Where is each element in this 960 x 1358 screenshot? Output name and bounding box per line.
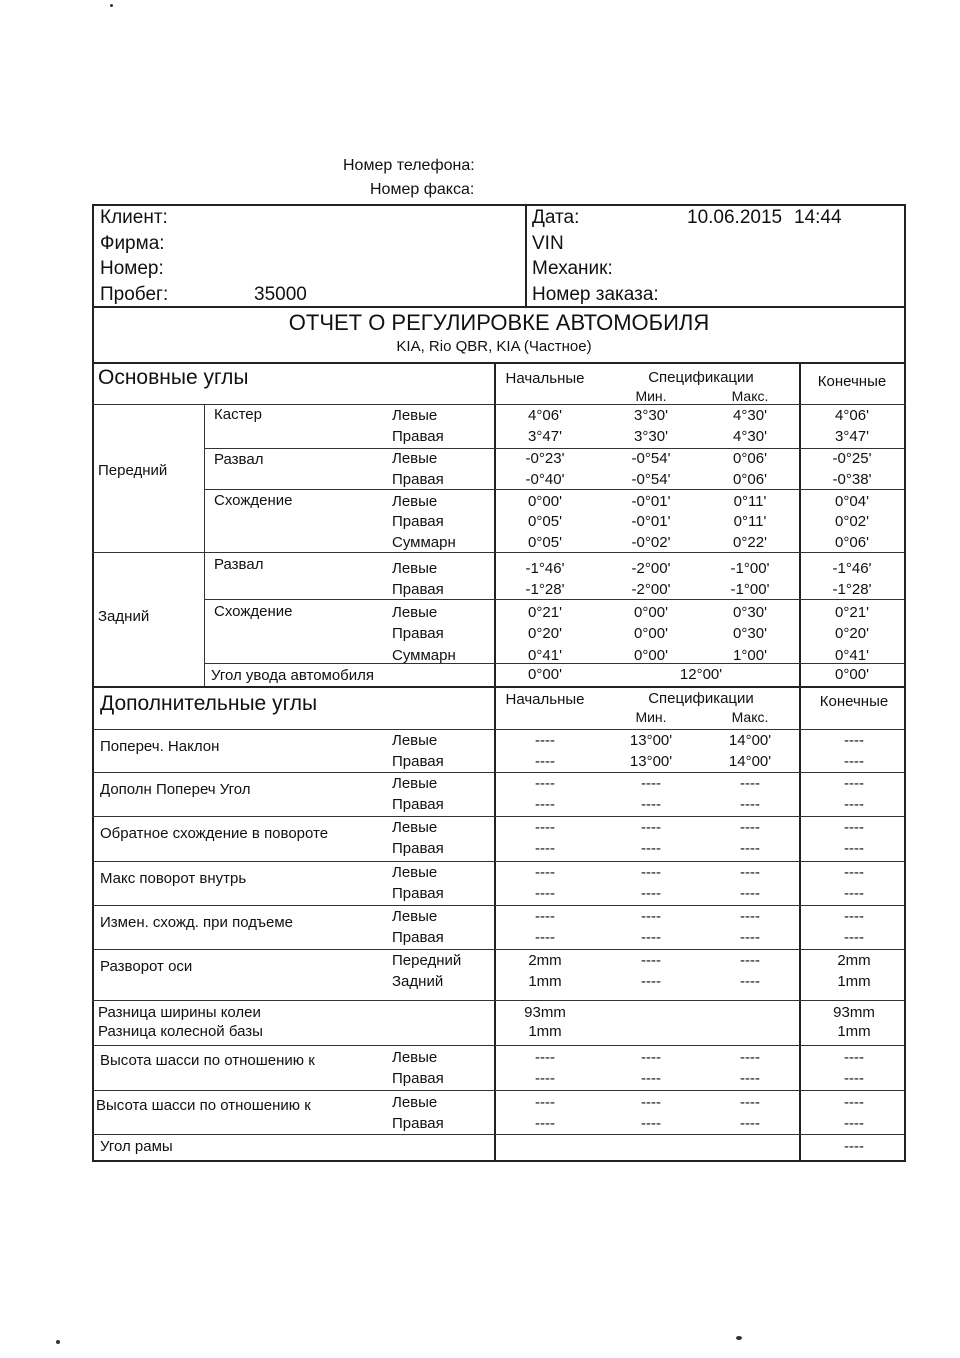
track-width-final: 93mm bbox=[833, 1004, 875, 1021]
final-value: ---- bbox=[844, 1115, 864, 1132]
spec-max-value: ---- bbox=[740, 840, 760, 857]
main-final-header: Конечные bbox=[817, 373, 887, 390]
side-label: Правая bbox=[392, 753, 444, 770]
extra-param-label: Обратное схождение в повороте bbox=[100, 825, 329, 842]
side-label: Левые bbox=[392, 908, 438, 925]
initial-value: 1mm bbox=[528, 973, 562, 990]
initial-value: 0°05' bbox=[528, 513, 562, 530]
final-value: ---- bbox=[844, 908, 864, 925]
initial-value: ---- bbox=[535, 732, 555, 749]
final-value: -1°28' bbox=[832, 581, 872, 598]
wheelbase-diff-label: Разница колесной базы bbox=[98, 1023, 263, 1040]
spec-min-value: -2°00' bbox=[631, 560, 671, 577]
main-initial-header: Начальные bbox=[505, 370, 585, 387]
side-label: Левые bbox=[392, 407, 438, 424]
spec-min-value: ---- bbox=[641, 1049, 661, 1066]
side-label: Правая bbox=[392, 796, 444, 813]
spec-max-value: ---- bbox=[740, 1049, 760, 1066]
thrust-initial: 0°00' bbox=[528, 666, 562, 683]
param-thrust-angle: Угол увода автомобиля bbox=[211, 667, 375, 684]
spec-max-value: ---- bbox=[740, 775, 760, 792]
number-label: Номер: bbox=[100, 258, 164, 279]
initial-value: ---- bbox=[535, 796, 555, 813]
final-value: 1mm bbox=[837, 973, 871, 990]
initial-value: ---- bbox=[535, 864, 555, 881]
scan-speck bbox=[56, 1340, 60, 1344]
track-width-initial: 93mm bbox=[524, 1004, 566, 1021]
final-value: ---- bbox=[844, 840, 864, 857]
initial-value: 2mm bbox=[528, 952, 562, 969]
thrust-spec: 12°00' bbox=[679, 666, 723, 683]
final-value: 2mm bbox=[837, 952, 871, 969]
initial-value: -1°28' bbox=[525, 581, 565, 598]
final-value: 0°21' bbox=[835, 604, 869, 621]
mileage-value: 35000 bbox=[254, 284, 307, 305]
extra-initial-header: Начальные bbox=[505, 691, 585, 708]
final-value: 0°41' bbox=[835, 647, 869, 664]
param-caster: Кастер bbox=[214, 406, 262, 423]
spec-max-value: 14°00' bbox=[728, 753, 772, 770]
spec-max-value: ---- bbox=[740, 1070, 760, 1087]
main-section-title: Основные углы bbox=[98, 366, 249, 389]
group-rear-label: Задний bbox=[98, 608, 150, 625]
side-label: Левые bbox=[392, 819, 438, 836]
spec-max-value: -1°00' bbox=[730, 560, 770, 577]
spec-min-value: 3°30' bbox=[634, 407, 668, 424]
spec-max-value: 0°06' bbox=[733, 450, 767, 467]
spec-max-value: ---- bbox=[740, 952, 760, 969]
initial-value: ---- bbox=[535, 1070, 555, 1087]
spec-max-value: ---- bbox=[740, 819, 760, 836]
initial-value: ---- bbox=[535, 819, 555, 836]
client-label: Клиент: bbox=[100, 207, 168, 228]
chassis-height-label: Высота шасси по отношению к bbox=[100, 1052, 315, 1069]
final-value: ---- bbox=[844, 1070, 864, 1087]
initial-value: 0°41' bbox=[528, 647, 562, 664]
spec-min-value: ---- bbox=[641, 819, 661, 836]
spec-min-value: 3°30' bbox=[634, 428, 668, 445]
thrust-final: 0°00' bbox=[835, 666, 869, 683]
spec-max-value: ---- bbox=[740, 929, 760, 946]
initial-value: ---- bbox=[535, 929, 555, 946]
final-value: ---- bbox=[844, 1049, 864, 1066]
report-title: ОТЧЕТ О РЕГУЛИРОВКЕ АВТОМОБИЛЯ bbox=[288, 310, 710, 335]
side-label: Правая bbox=[392, 428, 444, 445]
side-label: Левые bbox=[392, 732, 438, 749]
side-label: Передний bbox=[392, 952, 462, 969]
extra-param-label: Измен. схожд. при подъеме bbox=[100, 914, 294, 931]
extra-max-header: Макс. bbox=[731, 709, 769, 725]
initial-value: -1°46' bbox=[525, 560, 565, 577]
date-label: Дата: bbox=[532, 207, 580, 228]
extra-param-label: Разворот оси bbox=[100, 958, 193, 975]
spec-min-value: -0°01' bbox=[631, 513, 671, 530]
spec-min-value: ---- bbox=[641, 952, 661, 969]
final-value: ---- bbox=[844, 864, 864, 881]
final-value: ---- bbox=[844, 753, 864, 770]
extra-specs-header: Спецификации bbox=[648, 690, 754, 707]
side-label: Левые bbox=[392, 450, 438, 467]
side-label: Правая bbox=[392, 929, 444, 946]
spec-min-value: 0°00' bbox=[634, 647, 668, 664]
param-toe-rear: Схождение bbox=[214, 603, 293, 620]
spec-max-value: ---- bbox=[740, 973, 760, 990]
spec-min-value: ---- bbox=[641, 885, 661, 902]
extra-final-header: Конечные bbox=[819, 693, 889, 710]
spec-max-value: 0°30' bbox=[733, 625, 767, 642]
initial-value: -0°23' bbox=[525, 450, 565, 467]
side-label: Суммарн bbox=[392, 647, 456, 664]
initial-value: 0°05' bbox=[528, 534, 562, 551]
spec-max-value: 14°00' bbox=[728, 732, 772, 749]
spec-min-value: 13°00' bbox=[629, 753, 673, 770]
final-value: -1°46' bbox=[832, 560, 872, 577]
initial-value: ---- bbox=[535, 1115, 555, 1132]
final-value: -0°38' bbox=[832, 471, 872, 488]
spec-max-value: ---- bbox=[740, 796, 760, 813]
spec-max-value: ---- bbox=[740, 1115, 760, 1132]
wheelbase-diff-final: 1mm bbox=[837, 1023, 871, 1040]
spec-min-value: ---- bbox=[641, 1070, 661, 1087]
frame-angle-label: Угол рамы bbox=[100, 1138, 173, 1155]
spec-min-value: -0°54' bbox=[631, 450, 671, 467]
side-label: Правая bbox=[392, 840, 444, 857]
final-value: 3°47' bbox=[835, 428, 869, 445]
spec-min-value: ---- bbox=[641, 775, 661, 792]
mechanic-label: Механик: bbox=[532, 258, 613, 279]
side-label: Правая bbox=[392, 625, 444, 642]
spec-max-value: ---- bbox=[740, 885, 760, 902]
scan-speck bbox=[736, 1336, 742, 1340]
spec-max-value: 4°30' bbox=[733, 407, 767, 424]
initial-value: ---- bbox=[535, 908, 555, 925]
initial-value: ---- bbox=[535, 885, 555, 902]
scan-speck bbox=[110, 4, 113, 7]
date-value: 10.06.2015 bbox=[687, 207, 783, 228]
side-label: Суммарн bbox=[392, 534, 456, 551]
spec-min-value: ---- bbox=[641, 929, 661, 946]
side-label: Задний bbox=[392, 973, 444, 990]
spec-max-value: ---- bbox=[740, 908, 760, 925]
side-label: Правая bbox=[392, 471, 444, 488]
spec-max-value: -1°00' bbox=[730, 581, 770, 598]
initial-value: 3°47' bbox=[528, 428, 562, 445]
initial-value: ---- bbox=[535, 1049, 555, 1066]
spec-min-value: 0°00' bbox=[634, 625, 668, 642]
spec-max-value: 1°00' bbox=[733, 647, 767, 664]
final-value: ---- bbox=[844, 885, 864, 902]
spec-min-value: 13°00' bbox=[629, 732, 673, 749]
side-label: Правая bbox=[392, 1070, 444, 1087]
side-label: Правая bbox=[392, 581, 444, 598]
vehicle-subtitle: KIA, Rio QBR, KIA (Частное) bbox=[396, 338, 592, 355]
spec-max-value: 0°22' bbox=[733, 534, 767, 551]
final-value: ---- bbox=[844, 732, 864, 749]
param-toe-front: Схождение bbox=[214, 492, 293, 509]
extra-param-label: Попереч. Наклон bbox=[100, 738, 220, 755]
final-value: ---- bbox=[844, 1094, 864, 1111]
final-value: ---- bbox=[844, 796, 864, 813]
initial-value: ---- bbox=[535, 775, 555, 792]
chassis-height-label: Высота шасси по отношению к bbox=[96, 1097, 311, 1114]
spec-min-value: ---- bbox=[641, 796, 661, 813]
spec-min-value: ---- bbox=[641, 1094, 661, 1111]
param-camber-front: Развал bbox=[214, 451, 264, 468]
mileage-label: Пробег: bbox=[100, 284, 169, 305]
fax-label: Номер факса: bbox=[370, 181, 475, 198]
side-label: Левые bbox=[392, 864, 438, 881]
final-value: -0°25' bbox=[832, 450, 872, 467]
spec-min-value: 0°00' bbox=[634, 604, 668, 621]
initial-value: 4°06' bbox=[528, 407, 562, 424]
vin-label: VIN bbox=[532, 233, 564, 254]
main-specs-header: Спецификации bbox=[648, 369, 754, 386]
main-min-header: Мин. bbox=[635, 388, 667, 404]
spec-min-value: ---- bbox=[641, 864, 661, 881]
initial-value: ---- bbox=[535, 1094, 555, 1111]
final-value: 0°06' bbox=[835, 534, 869, 551]
extra-param-label: Макс поворот внутрь bbox=[100, 870, 247, 887]
main-max-header: Макс. bbox=[731, 388, 769, 404]
spec-min-value: ---- bbox=[641, 1115, 661, 1132]
side-label: Правая bbox=[392, 513, 444, 530]
side-label: Левые bbox=[392, 1094, 438, 1111]
spec-max-value: 0°11' bbox=[733, 513, 767, 530]
spec-max-value: ---- bbox=[740, 1094, 760, 1111]
spec-min-value: -0°02' bbox=[631, 534, 671, 551]
extra-min-header: Мин. bbox=[635, 709, 667, 725]
final-value: 0°02' bbox=[835, 513, 869, 530]
order-label: Номер заказа: bbox=[532, 284, 659, 305]
initial-value: -0°40' bbox=[525, 471, 565, 488]
final-value: ---- bbox=[844, 929, 864, 946]
spec-max-value: 4°30' bbox=[733, 428, 767, 445]
initial-value: ---- bbox=[535, 840, 555, 857]
extra-param-label: Дополн Попереч Угол bbox=[100, 781, 251, 798]
side-label: Правая bbox=[392, 885, 444, 902]
final-value: ---- bbox=[844, 819, 864, 836]
initial-value: 0°21' bbox=[528, 604, 562, 621]
spec-max-value: ---- bbox=[740, 864, 760, 881]
frame-angle-final: ---- bbox=[844, 1138, 864, 1155]
param-camber-rear: Развал bbox=[214, 556, 264, 573]
side-label: Левые bbox=[392, 1049, 438, 1066]
group-front-label: Передний bbox=[98, 462, 168, 479]
spec-max-value: 0°30' bbox=[733, 604, 767, 621]
spec-min-value: -0°54' bbox=[631, 471, 671, 488]
spec-max-value: 0°06' bbox=[733, 471, 767, 488]
spec-min-value: ---- bbox=[641, 973, 661, 990]
side-label: Правая bbox=[392, 1115, 444, 1132]
extra-section-title: Дополнительные углы bbox=[100, 692, 318, 715]
spec-min-value: -0°01' bbox=[631, 493, 671, 510]
spec-min-value: -2°00' bbox=[631, 581, 671, 598]
initial-value: 0°00' bbox=[528, 493, 562, 510]
initial-value: 0°20' bbox=[528, 625, 562, 642]
side-label: Левые bbox=[392, 493, 438, 510]
spec-max-value: 0°11' bbox=[733, 493, 767, 510]
side-label: Левые bbox=[392, 775, 438, 792]
spec-min-value: ---- bbox=[641, 840, 661, 857]
spec-min-value: ---- bbox=[641, 908, 661, 925]
time-value: 14:44 bbox=[794, 207, 842, 228]
final-value: 0°20' bbox=[835, 625, 869, 642]
final-value: 0°04' bbox=[835, 493, 869, 510]
phone-label: Номер телефона: bbox=[343, 157, 475, 174]
track-width-label: Разница ширины колеи bbox=[98, 1004, 261, 1021]
side-label: Левые bbox=[392, 604, 438, 621]
side-label: Левые bbox=[392, 560, 438, 577]
final-value: 4°06' bbox=[835, 407, 869, 424]
initial-value: ---- bbox=[535, 753, 555, 770]
firm-label: Фирма: bbox=[100, 233, 165, 254]
wheelbase-diff-initial: 1mm bbox=[528, 1023, 562, 1040]
final-value: ---- bbox=[844, 775, 864, 792]
